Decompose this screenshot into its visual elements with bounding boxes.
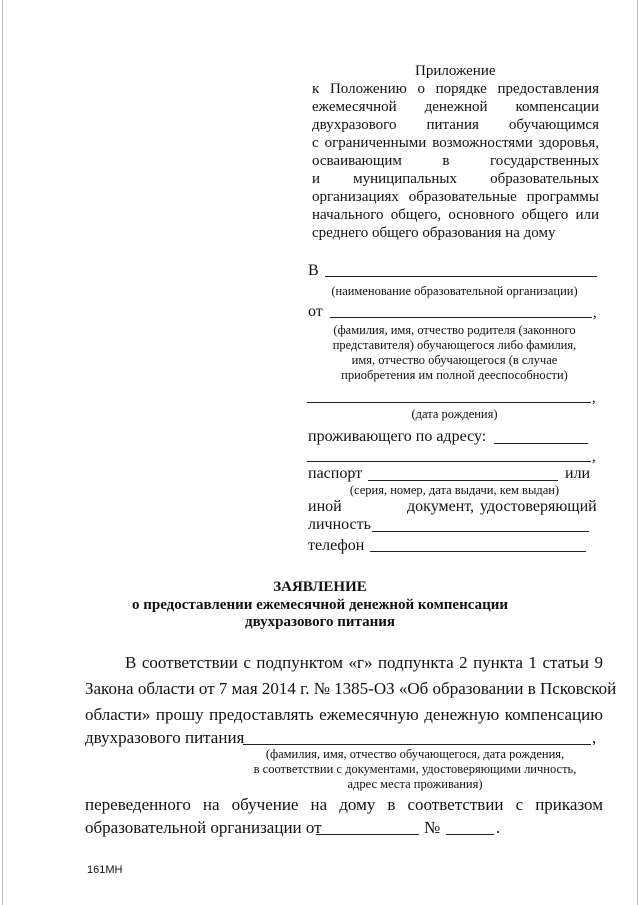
comma: ,: [593, 305, 597, 321]
appendix-line: среднего общего образования на дому: [312, 225, 556, 241]
passport-field[interactable]: [368, 480, 558, 481]
comma: ,: [592, 728, 597, 747]
order-number-label: №: [424, 818, 441, 837]
body-line-prefix: образовательной организации от: [85, 818, 322, 837]
caption-line: представителя) обучающегося либо фамилия,: [332, 338, 577, 352]
statement-subtitle: двухразового питания: [244, 614, 395, 630]
phone-label: телефон: [308, 537, 365, 554]
caption-line: имя, отчество обучающегося (в случае: [351, 353, 558, 367]
organization-caption: (наименование образовательной организации): [331, 284, 578, 298]
scan-right-edge: [637, 0, 638, 905]
appendix-line: осваивающим в государственных: [312, 153, 599, 169]
comma: ,: [592, 449, 596, 465]
body-line-prefix: двухразового питания: [85, 728, 245, 747]
appendix-line: организациях образовательные программы: [312, 189, 599, 205]
birth-date-caption: (дата рождения): [411, 407, 498, 421]
applicant-name-field[interactable]: [330, 317, 592, 318]
body-line: переведенного на обучение на дому в соответствии с приказом: [85, 795, 603, 814]
statement-title: ЗАЯВЛЕНИЕ: [273, 579, 367, 595]
other-doc-word: удостоверяющий: [480, 498, 597, 515]
appendix-line: к Положению о порядке предоставления: [312, 81, 599, 97]
phone-field[interactable]: [370, 551, 586, 552]
body-line: области» прошу предоставлять ежемесячную денежную компенсацию: [85, 705, 603, 724]
period: .: [496, 818, 501, 837]
scan-left-edge: [2, 0, 3, 905]
passport-label: паспорт: [308, 465, 363, 482]
student-details-field[interactable]: [243, 744, 591, 745]
caption-line: приобретения им полной дееспособности): [341, 368, 568, 382]
appendix-line: и муниципальных образовательных: [312, 171, 599, 187]
appendix-text: [312, 80, 599, 242]
student-details-caption: [230, 747, 600, 792]
body-line: Закона области от 7 мая 2014 г. № 1385-ОЗ «Об образовании в Псковской: [85, 679, 617, 698]
statement-subtitle: о предоставлении ежемесячной денежной компенсации: [131, 597, 508, 613]
birth-date-field[interactable]: [307, 402, 591, 403]
identity-field[interactable]: [372, 531, 589, 532]
address-field-2[interactable]: [307, 461, 591, 462]
body-line: В соответствии с подпунктом «г» подпункта 2 пункта 1 статьи 9: [125, 653, 603, 672]
appendix-line: ежемесячной денежной компенсации: [312, 99, 599, 115]
caption-line: в соответствии с документами, удостоверяющими личность,: [253, 762, 577, 776]
appendix-heading: Приложение: [415, 63, 496, 79]
organization-field[interactable]: [325, 276, 597, 277]
other-doc-word: иной: [308, 498, 342, 515]
caption-line: адрес места проживания): [347, 777, 483, 791]
order-number-field[interactable]: [446, 834, 494, 835]
other-doc-word: документ,: [407, 498, 475, 515]
order-date-field[interactable]: [316, 834, 419, 835]
to-prefix: В: [308, 262, 319, 279]
comma: ,: [592, 390, 596, 406]
passport-caption: (серия, номер, дата выдачи, кем выдан): [349, 483, 560, 497]
from-prefix: от: [308, 303, 323, 320]
passport-or: или: [565, 465, 591, 482]
address-label: проживающего по адресу:: [308, 428, 487, 445]
document-code: 161МН: [87, 864, 123, 876]
identity-label: личность: [308, 516, 371, 533]
applicant-caption: [312, 323, 597, 383]
appendix-line: начального общего, основного общего или: [312, 207, 599, 223]
caption-line: (фамилия, имя, отчество родителя (законного: [333, 323, 576, 337]
appendix-line: двухразового питания обучающимся: [312, 117, 599, 133]
address-field[interactable]: [494, 443, 588, 444]
caption-line: (фамилия, имя, отчество обучающегося, дата рождения,: [265, 747, 565, 761]
appendix-line: с ограниченными возможностями здоровья,: [312, 135, 599, 151]
